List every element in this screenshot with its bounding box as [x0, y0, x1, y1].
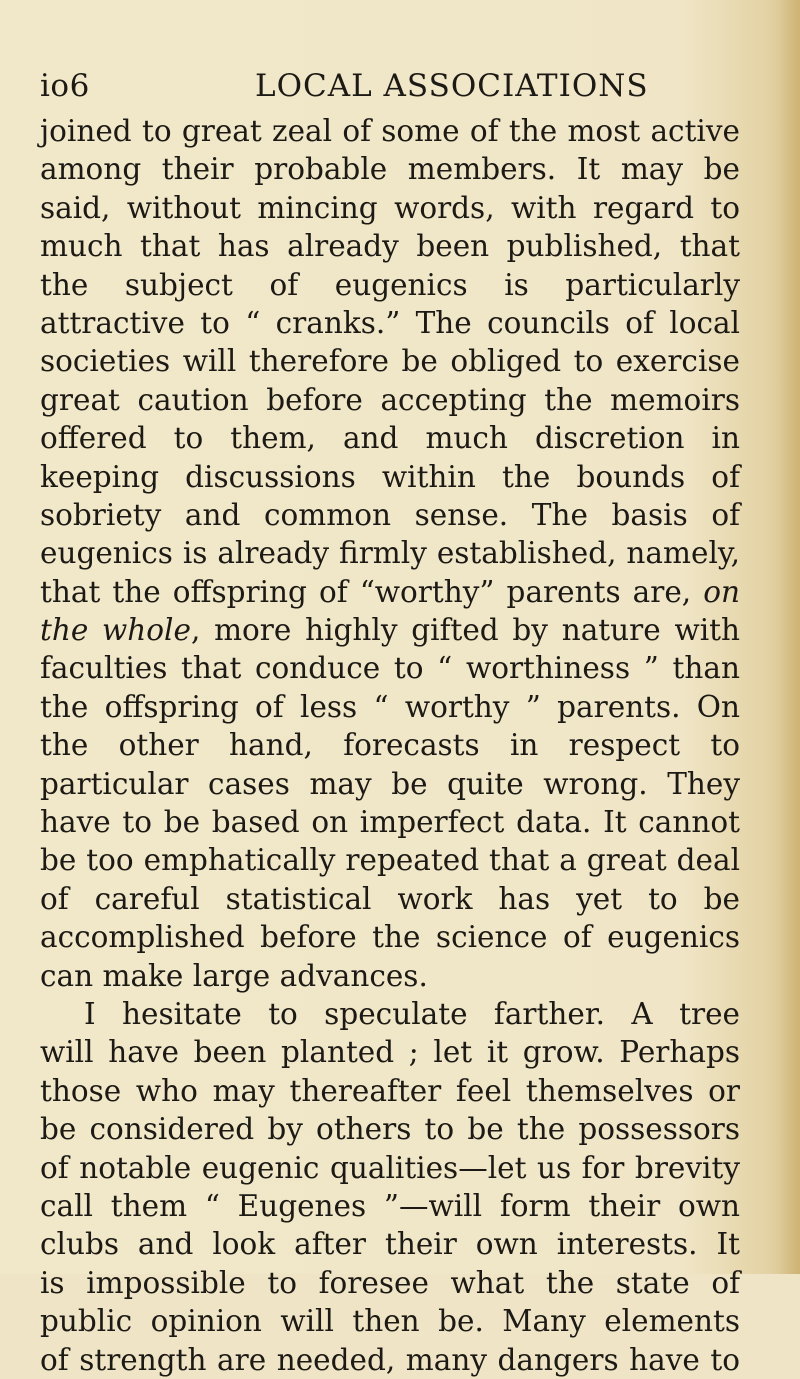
text-line: sobriety and common sense. The basis of [40, 497, 740, 532]
text-line: much that has already been published, that [40, 229, 740, 264]
text-fragment: , more highly gifted by nature with [190, 613, 740, 648]
text-line: will have been planted ; let it grow. Perhaps [40, 1035, 740, 1070]
body-text [40, 112, 740, 1379]
italic-text: on [703, 574, 740, 609]
text-line: eugenics is already firmly established, namely, [40, 536, 740, 571]
text-line: attractive to “ cranks.” The councils of local [40, 305, 740, 340]
text-line: particular cases may be quite wrong. They [40, 766, 740, 801]
text-line: clubs and look after their own interests. It [40, 1227, 740, 1262]
text-fragment: that the offspring of “worthy” parents are, [40, 574, 704, 609]
italic-text: the whole [40, 613, 191, 648]
text-line: call them “ Eugenes ”—will form their own [40, 1188, 740, 1223]
text-line: the subject of eugenics is particularly [40, 267, 740, 302]
text-line: accomplished before the science of eugenics [40, 920, 740, 955]
text-line: societies will therefore be obliged to exercise [40, 344, 740, 379]
running-head [40, 66, 680, 106]
text-line: joined to great zeal of some of the most active [40, 114, 740, 148]
text-line: public opinion will then be. Many elements [40, 1304, 740, 1339]
text-line: faculties that conduce to “ worthiness ” than [40, 651, 740, 686]
paragraph-end-line: can make large advances. [40, 958, 428, 993]
text-line: is impossible to foresee what the state of [40, 1265, 740, 1300]
text-line: be considered by others to be the possessors [40, 1112, 740, 1147]
page-number: io6 [40, 68, 90, 104]
text-line: those who may thereafter feel themselves or [40, 1073, 740, 1108]
page-edge-shading [778, 0, 800, 1274]
text-line: the other hand, forecasts in respect to [40, 728, 740, 763]
text-line: keeping discussions within the bounds of [40, 459, 740, 494]
text-line: among their probable members. It may be [40, 152, 740, 187]
paragraph-first-line: I hesitate to speculate farther. A tree [84, 996, 740, 1031]
text-line-with-italic [40, 611, 740, 649]
running-title: LOCAL ASSOCIATIONS [255, 68, 649, 104]
text-line: be too emphatically repeated that a great deal [40, 843, 740, 878]
text-line: offered to them, and much discretion in [40, 421, 740, 456]
text-line: the offspring of less “ worthy ” parents. On [40, 689, 740, 724]
text-line-with-italic [40, 573, 740, 611]
text-line: have to be based on imperfect data. It cannot [40, 805, 740, 840]
text-line: of strength are needed, many dangers have to [40, 1342, 740, 1377]
text-line: said, without mincing words, with regard to [40, 190, 740, 225]
text-line: of notable eugenic qualities—let us for brevity [40, 1150, 740, 1185]
text-line: of careful statistical work has yet to be [40, 881, 740, 916]
text-line: great caution before accepting the memoirs [40, 382, 740, 417]
